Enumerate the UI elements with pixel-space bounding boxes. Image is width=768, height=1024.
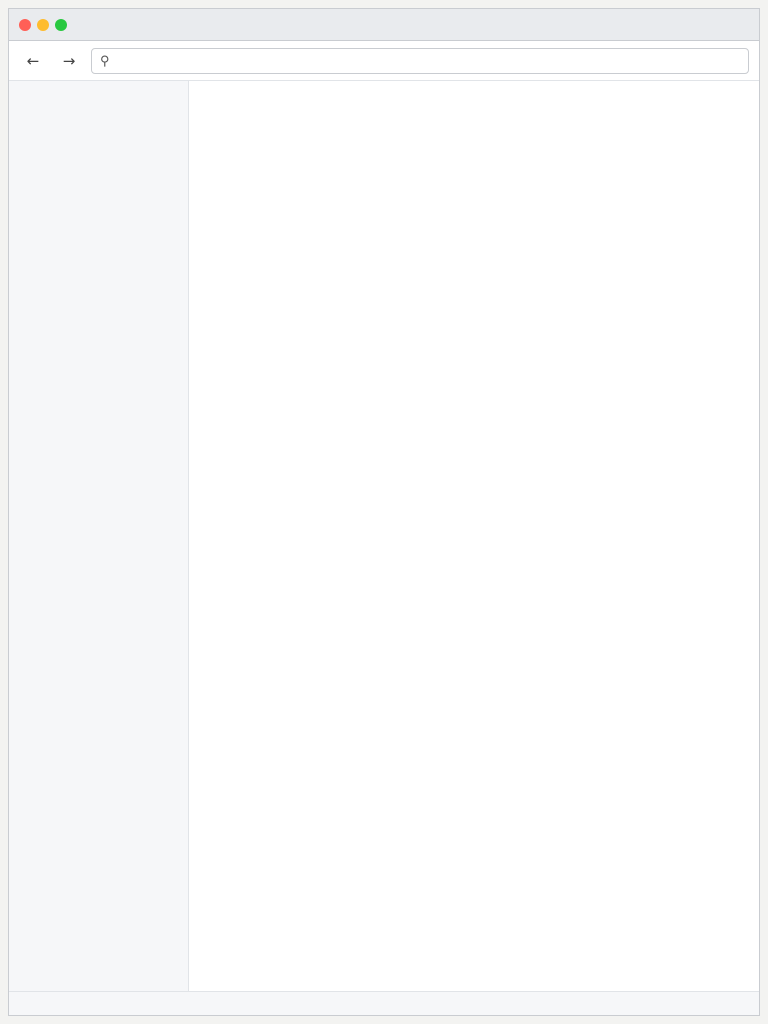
forward-icon[interactable]: → [62, 51, 76, 70]
minimize-window-button[interactable] [37, 19, 49, 31]
search-input[interactable] [116, 52, 740, 69]
title-bar [9, 9, 759, 41]
content-area [9, 81, 759, 991]
search-icon: ⚲ [100, 52, 110, 68]
search-box [91, 48, 749, 74]
main-panel [189, 81, 759, 991]
back-icon[interactable]: ← [26, 51, 40, 70]
app-window [8, 8, 760, 1016]
maximize-window-button[interactable] [55, 19, 67, 31]
close-window-button[interactable] [19, 19, 31, 31]
status-bar [9, 991, 759, 1015]
toolbar [9, 41, 759, 81]
sidebar [9, 81, 189, 991]
